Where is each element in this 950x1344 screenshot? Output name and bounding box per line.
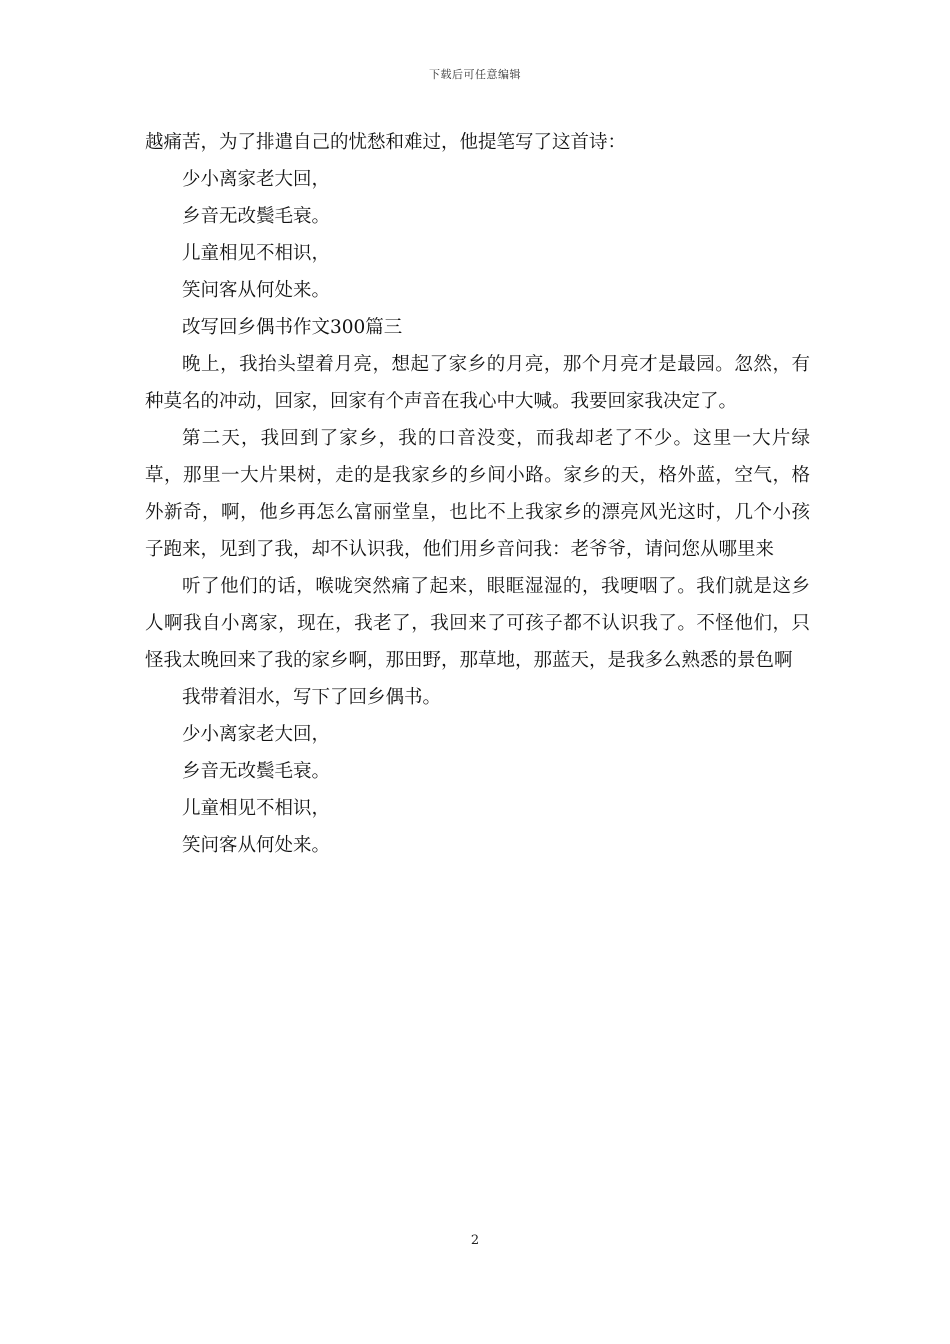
- poem-line: 少小离家老大回，: [182, 169, 331, 190]
- page-number: 2: [470, 1233, 480, 1248]
- paragraph: 第二天，我回到了家乡，我的口音没变，而我却老了不少。这里一大片绿草，那里一大片果树，走的是我家乡的乡间小路。家乡的天，格外蓝，空气，格外新奇，啊，他乡再怎么富丽堂皇，也比不上我家乡的漂亮风光这时，几个小孩子跑来，见到了我，却不认识我，他们用乡音问我：老爷爷，请问您从哪里来: [145, 428, 810, 560]
- document-body: [145, 124, 810, 864]
- poem-line: 乡音无改鬓毛衰。: [182, 206, 331, 227]
- paragraph: 听了他们的话，喉咙突然痛了起来，眼眶湿湿的，我哽咽了。我们就是这乡人啊我自小离家，现在，我老了，我回来了可孩子都不认识我了。不怪他们，只怪我太晚回来了我的家乡啊，那田野，那草地，那蓝天，是我多么熟悉的景色啊: [145, 576, 810, 671]
- paragraph: 我带着泪水，写下了回乡偶书。: [182, 687, 442, 708]
- poem-line: 少小离家老大回，: [182, 724, 331, 745]
- poem-line: 儿童相见不相识，: [182, 243, 331, 264]
- poem-line: 儿童相见不相识，: [182, 798, 331, 819]
- poem-line: 笑问客从何处来。: [182, 835, 331, 856]
- section-heading: 改写回乡偶书作文300篇三: [182, 317, 403, 338]
- poem-line: 乡音无改鬓毛衰。: [182, 761, 331, 782]
- paragraph: 晚上，我抬头望着月亮，想起了家乡的月亮，那个月亮才是最园。忽然，有种莫名的冲动，回家，回家有个声音在我心中大喊。我要回家我决定了。: [145, 354, 810, 412]
- paragraph: 越痛苦，为了排遣自己的忧愁和难过，他提笔写了这首诗：: [145, 132, 627, 153]
- page-header: 下载后可任意编辑: [429, 68, 521, 81]
- poem-line: 笑问客从何处来。: [182, 280, 331, 301]
